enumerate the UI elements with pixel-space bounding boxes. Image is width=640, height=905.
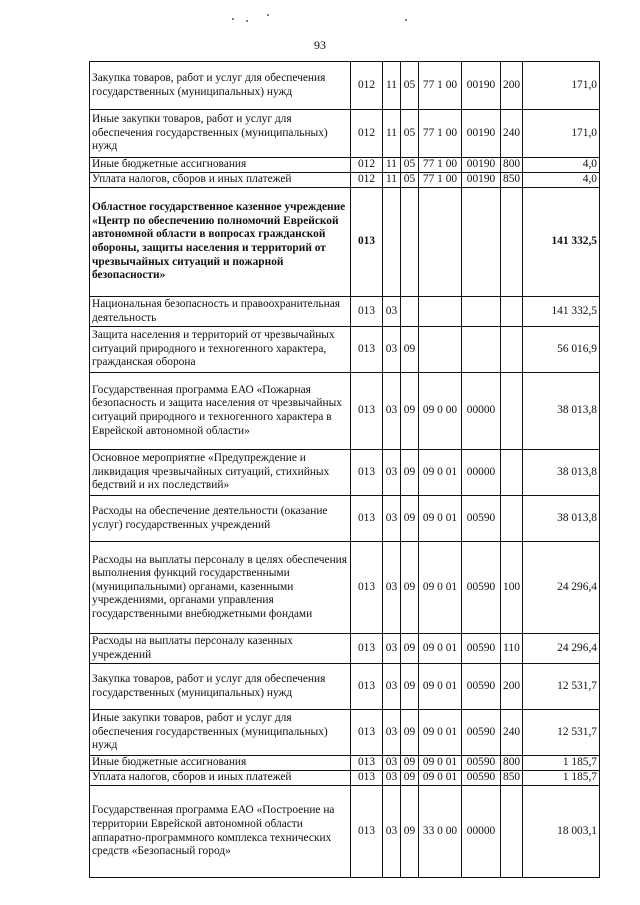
expense-type-code: 200 bbox=[501, 664, 523, 710]
direction-code: 00190 bbox=[462, 158, 501, 173]
direction-code bbox=[462, 327, 501, 373]
subsection-code bbox=[401, 188, 419, 297]
subsection-code: 09 bbox=[401, 786, 419, 878]
program-code: 77 1 00 bbox=[419, 158, 462, 173]
expense-type-code: 110 bbox=[501, 634, 523, 664]
section-code: 03 bbox=[383, 771, 401, 786]
ministry-code: 012 bbox=[351, 62, 383, 110]
expense-type-code: 100 bbox=[501, 542, 523, 634]
direction-code: 00590 bbox=[462, 771, 501, 786]
expense-type-code: 800 bbox=[501, 756, 523, 771]
row-name: Государственная программа ЕАО «Пожарная безопасность и защита населения от чрезвычайных ситуаций природного и техногенного характера в Еврейской автономной области» bbox=[90, 373, 351, 450]
row-name: Расходы на выплаты персоналу казенных учреждений bbox=[90, 634, 351, 664]
row-name: Иные бюджетные ассигнования bbox=[90, 158, 351, 173]
amount: 18 003,1 bbox=[523, 786, 600, 878]
ministry-code: 013 bbox=[351, 450, 383, 496]
expense-type-code: 850 bbox=[501, 771, 523, 786]
program-code: 09 0 01 bbox=[419, 496, 462, 542]
table-row bbox=[90, 327, 600, 373]
section-code: 03 bbox=[383, 634, 401, 664]
section-code bbox=[383, 188, 401, 297]
section-code: 03 bbox=[383, 664, 401, 710]
row-name: Защита населения и территорий от чрезвычайных ситуаций природного и техногенного характера, гражданская оборона bbox=[90, 327, 351, 373]
program-code: 09 0 01 bbox=[419, 634, 462, 664]
amount: 171,0 bbox=[523, 110, 600, 158]
ministry-code: 013 bbox=[351, 786, 383, 878]
amount: 171,0 bbox=[523, 62, 600, 110]
amount: 1 185,7 bbox=[523, 756, 600, 771]
direction-code: 00000 bbox=[462, 373, 501, 450]
row-name: Закупка товаров, работ и услуг для обеспечения государственных (муниципальных) нужд bbox=[90, 664, 351, 710]
expense-type-code: 850 bbox=[501, 173, 523, 188]
amount: 24 296,4 bbox=[523, 634, 600, 664]
ministry-code: 013 bbox=[351, 756, 383, 771]
direction-code: 00190 bbox=[462, 110, 501, 158]
subsection-code: 05 bbox=[401, 110, 419, 158]
direction-code: 00000 bbox=[462, 450, 501, 496]
table-row bbox=[90, 771, 600, 786]
direction-code: 00190 bbox=[462, 173, 501, 188]
program-code: 09 0 01 bbox=[419, 710, 462, 756]
section-code: 11 bbox=[383, 62, 401, 110]
scan-speck bbox=[267, 14, 269, 16]
direction-code: 00590 bbox=[462, 710, 501, 756]
subsection-code: 09 bbox=[401, 542, 419, 634]
table-row bbox=[90, 373, 600, 450]
program-code: 77 1 00 bbox=[419, 173, 462, 188]
amount: 141 332,5 bbox=[523, 297, 600, 327]
program-code bbox=[419, 327, 462, 373]
subsection-code: 09 bbox=[401, 373, 419, 450]
section-code: 03 bbox=[383, 450, 401, 496]
expense-type-code: 240 bbox=[501, 110, 523, 158]
table-row bbox=[90, 188, 600, 297]
ministry-code: 012 bbox=[351, 110, 383, 158]
direction-code: 00190 bbox=[462, 62, 501, 110]
subsection-code: 09 bbox=[401, 327, 419, 373]
table-row bbox=[90, 62, 600, 110]
subsection-code: 05 bbox=[401, 158, 419, 173]
ministry-code: 012 bbox=[351, 158, 383, 173]
section-code: 03 bbox=[383, 373, 401, 450]
row-name: Иные закупки товаров, работ и услуг для обеспечения государственных (муниципальных) нужд bbox=[90, 110, 351, 158]
expense-type-code bbox=[501, 297, 523, 327]
expense-type-code bbox=[501, 327, 523, 373]
expense-type-code: 240 bbox=[501, 710, 523, 756]
subsection-code: 09 bbox=[401, 771, 419, 786]
row-name: Уплата налогов, сборов и иных платежей bbox=[90, 173, 351, 188]
budget-table bbox=[89, 61, 600, 878]
direction-code bbox=[462, 188, 501, 297]
amount: 24 296,4 bbox=[523, 542, 600, 634]
section-code: 11 bbox=[383, 173, 401, 188]
table-body bbox=[90, 62, 600, 878]
program-code bbox=[419, 297, 462, 327]
row-name: Государственная программа ЕАО «Построение на территории Еврейской автономной области аппаратно-программного комплекса технических средств «Безопасный город» bbox=[90, 786, 351, 878]
subsection-code: 09 bbox=[401, 450, 419, 496]
amount: 38 013,8 bbox=[523, 450, 600, 496]
scan-speck bbox=[232, 18, 234, 20]
row-name: Закупка товаров, работ и услуг для обеспечения государственных (муниципальных) нужд bbox=[90, 62, 351, 110]
row-name: Расходы на выплаты персоналу в целях обеспечения выполнения функций государственными (муниципальными) органами, казенными учреждениями, органами управления государственными внебюджетными фондами bbox=[90, 542, 351, 634]
row-name: Областное государственное казенное учреждение «Центр по обеспечению полномочий Еврейской автономной области в вопросах гражданской обороны, защиты населения и территорий от чрезвычайных ситуаций и пожарной безопасности» bbox=[90, 188, 351, 297]
scan-speck bbox=[246, 20, 248, 22]
expense-type-code bbox=[501, 373, 523, 450]
table-row bbox=[90, 756, 600, 771]
section-code: 11 bbox=[383, 110, 401, 158]
amount: 56 016,9 bbox=[523, 327, 600, 373]
amount: 4,0 bbox=[523, 158, 600, 173]
expense-type-code: 200 bbox=[501, 62, 523, 110]
amount: 1 185,7 bbox=[523, 771, 600, 786]
ministry-code: 013 bbox=[351, 771, 383, 786]
section-code: 03 bbox=[383, 710, 401, 756]
program-code: 77 1 00 bbox=[419, 62, 462, 110]
row-name: Национальная безопасность и правоохранительная деятельность bbox=[90, 297, 351, 327]
table-row bbox=[90, 110, 600, 158]
direction-code: 00000 bbox=[462, 786, 501, 878]
table-row bbox=[90, 173, 600, 188]
subsection-code: 09 bbox=[401, 634, 419, 664]
expense-type-code bbox=[501, 188, 523, 297]
program-code: 77 1 00 bbox=[419, 110, 462, 158]
row-name: Уплата налогов, сборов и иных платежей bbox=[90, 771, 351, 786]
section-code: 03 bbox=[383, 786, 401, 878]
ministry-code: 013 bbox=[351, 373, 383, 450]
table-row bbox=[90, 158, 600, 173]
ministry-code: 013 bbox=[351, 710, 383, 756]
program-code: 09 0 00 bbox=[419, 373, 462, 450]
program-code: 09 0 01 bbox=[419, 771, 462, 786]
row-name: Иные закупки товаров, работ и услуг для обеспечения государственных (муниципальных) нужд bbox=[90, 710, 351, 756]
ministry-code: 013 bbox=[351, 496, 383, 542]
direction-code: 00590 bbox=[462, 634, 501, 664]
direction-code bbox=[462, 297, 501, 327]
expense-type-code bbox=[501, 450, 523, 496]
subsection-code: 05 bbox=[401, 62, 419, 110]
table-row bbox=[90, 297, 600, 327]
section-code: 03 bbox=[383, 327, 401, 373]
expense-type-code bbox=[501, 496, 523, 542]
subsection-code: 09 bbox=[401, 664, 419, 710]
subsection-code: 05 bbox=[401, 173, 419, 188]
table-row bbox=[90, 542, 600, 634]
section-code: 11 bbox=[383, 158, 401, 173]
direction-code: 00590 bbox=[462, 756, 501, 771]
ministry-code: 013 bbox=[351, 634, 383, 664]
subsection-code: 09 bbox=[401, 756, 419, 771]
ministry-code: 013 bbox=[351, 188, 383, 297]
row-name: Расходы на обеспечение деятельности (оказание услуг) государственных учреждений bbox=[90, 496, 351, 542]
table-row bbox=[90, 634, 600, 664]
program-code: 09 0 01 bbox=[419, 450, 462, 496]
section-code: 03 bbox=[383, 542, 401, 634]
section-code: 03 bbox=[383, 756, 401, 771]
ministry-code: 013 bbox=[351, 542, 383, 634]
ministry-code: 012 bbox=[351, 173, 383, 188]
program-code: 09 0 01 bbox=[419, 756, 462, 771]
subsection-code: 09 bbox=[401, 496, 419, 542]
ministry-code: 013 bbox=[351, 664, 383, 710]
amount: 12 531,7 bbox=[523, 710, 600, 756]
program-code: 33 0 00 bbox=[419, 786, 462, 878]
direction-code: 00590 bbox=[462, 664, 501, 710]
table-row bbox=[90, 496, 600, 542]
page-number: 93 bbox=[314, 38, 326, 52]
ministry-code: 013 bbox=[351, 327, 383, 373]
table-row bbox=[90, 450, 600, 496]
direction-code: 00590 bbox=[462, 496, 501, 542]
program-code: 09 0 01 bbox=[419, 542, 462, 634]
amount: 4,0 bbox=[523, 173, 600, 188]
program-code: 09 0 01 bbox=[419, 664, 462, 710]
section-code: 03 bbox=[383, 496, 401, 542]
direction-code: 00590 bbox=[462, 542, 501, 634]
ministry-code: 013 bbox=[351, 297, 383, 327]
amount: 141 332,5 bbox=[523, 188, 600, 297]
amount: 38 013,8 bbox=[523, 373, 600, 450]
amount: 12 531,7 bbox=[523, 664, 600, 710]
amount: 38 013,8 bbox=[523, 496, 600, 542]
row-name: Иные бюджетные ассигнования bbox=[90, 756, 351, 771]
table-row bbox=[90, 710, 600, 756]
table-row bbox=[90, 786, 600, 878]
program-code bbox=[419, 188, 462, 297]
section-code: 03 bbox=[383, 297, 401, 327]
subsection-code bbox=[401, 297, 419, 327]
row-name: Основное мероприятие «Предупреждение и ликвидация чрезвычайных ситуаций, стихийных бедствий и их последствий» bbox=[90, 450, 351, 496]
scan-speck bbox=[405, 19, 407, 21]
expense-type-code bbox=[501, 786, 523, 878]
expense-type-code: 800 bbox=[501, 158, 523, 173]
subsection-code: 09 bbox=[401, 710, 419, 756]
table-row bbox=[90, 664, 600, 710]
